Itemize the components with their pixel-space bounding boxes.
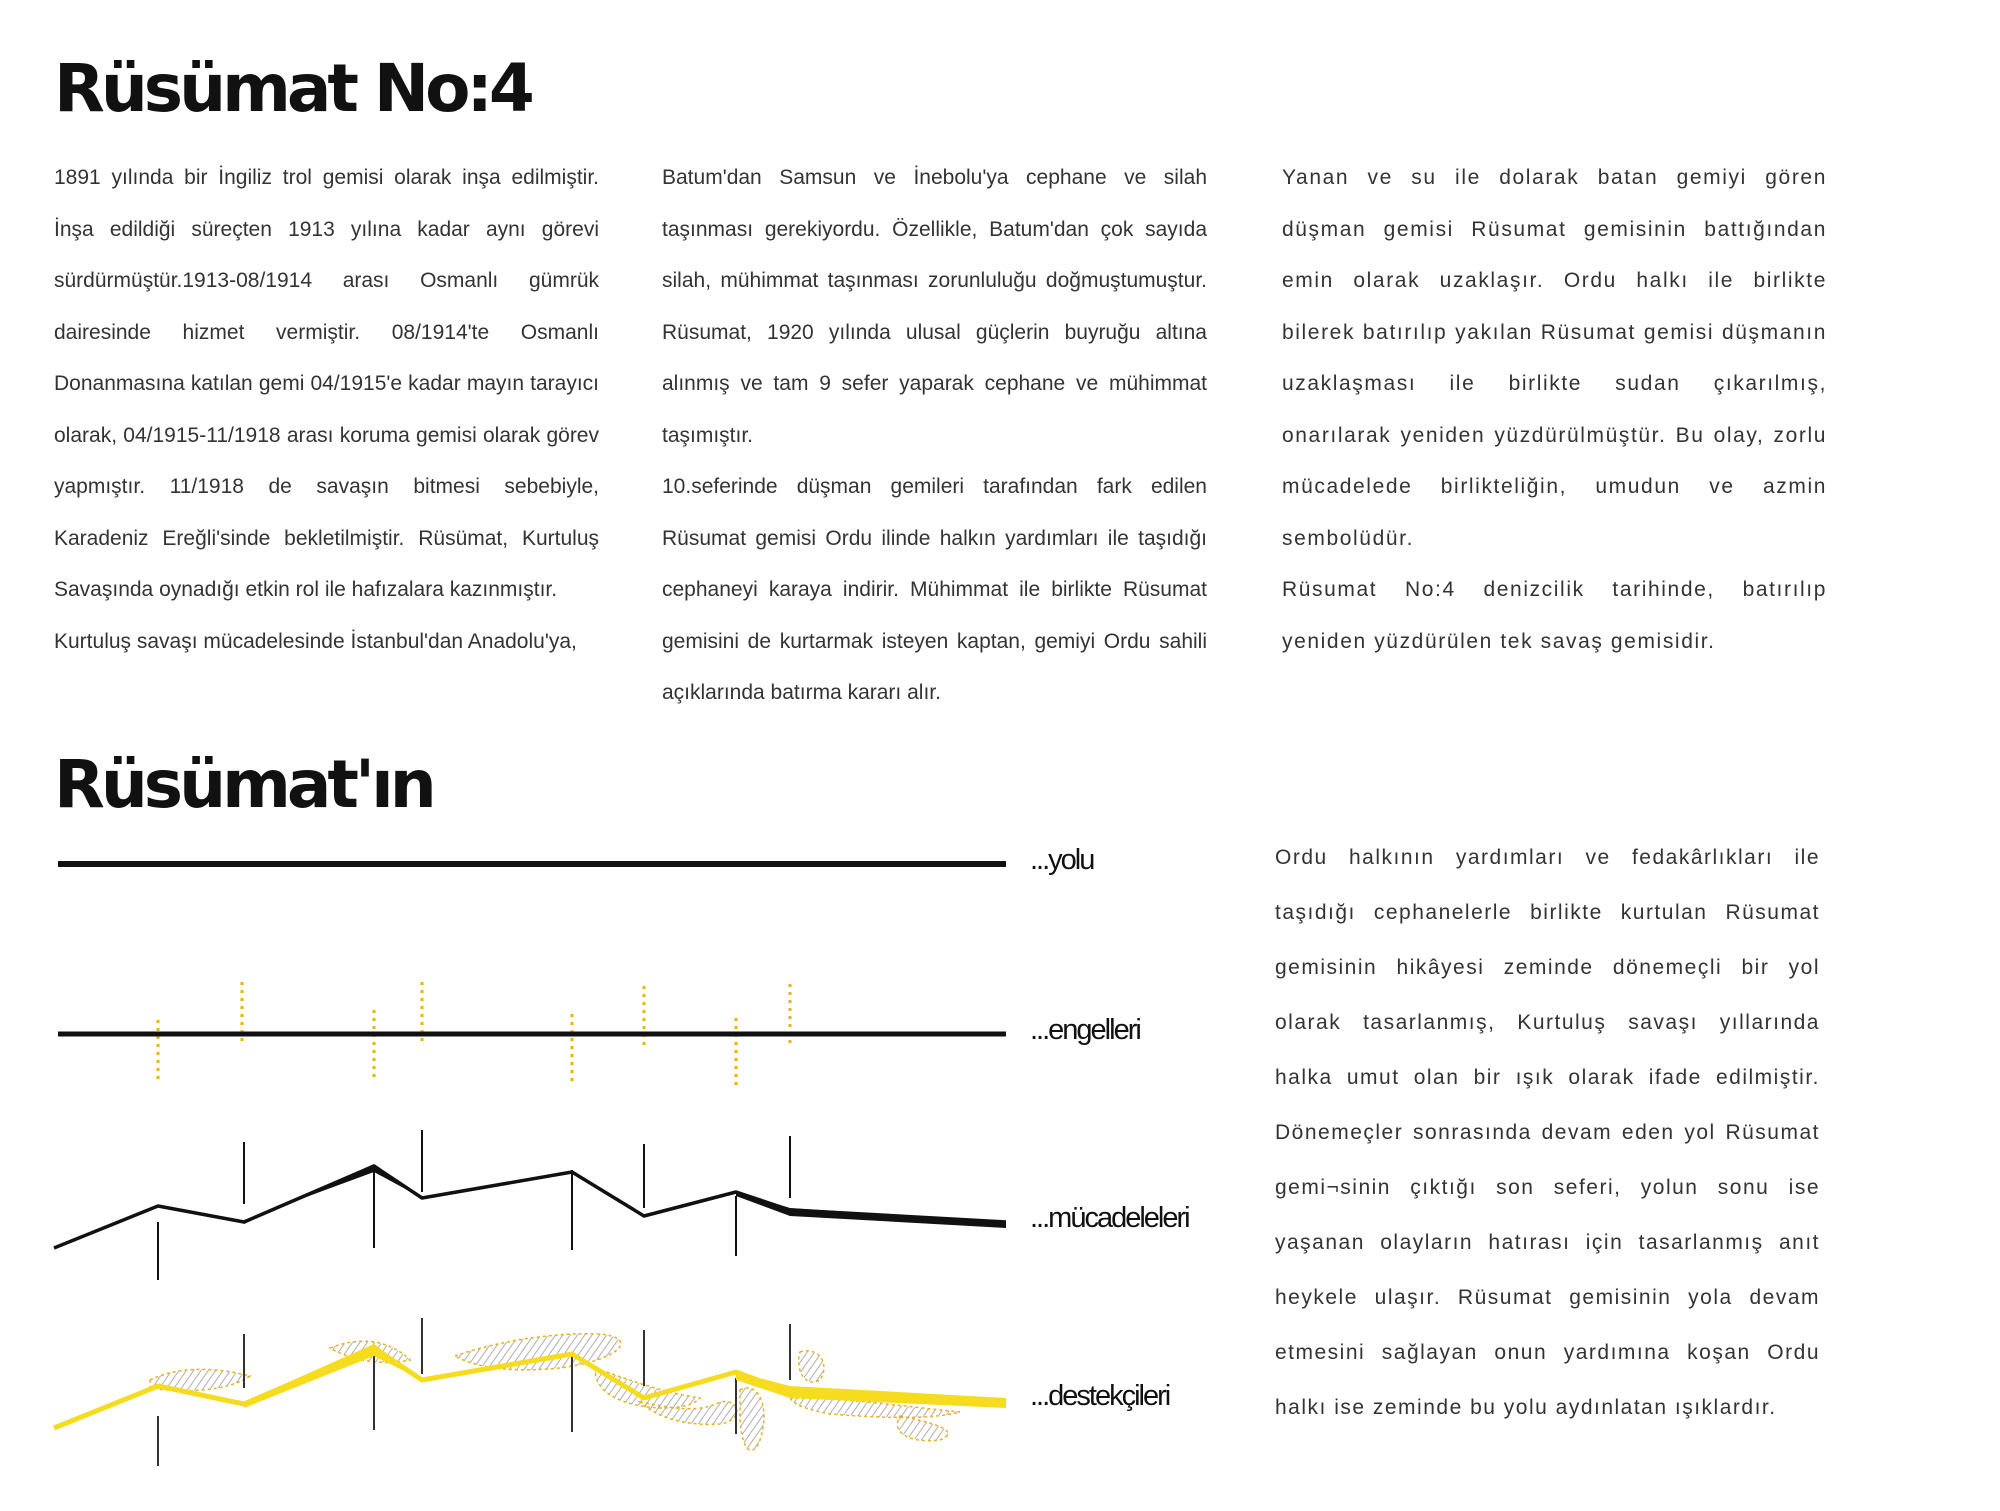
- paragraph: 1891 yılında bir İngiliz trol gemisi olarak inşa edilmiştir. İnşa edildiği süreçten 1913 yılına kadar aynı görevi sürdürmüştür.1913-08/1914 arası Osmanlı gümrük dairesinde hizmet vermiştir. 08/1914'te Osmanlı Donanmasına katılan gemi 04/1915'e kadar mayın tarayıcı olarak, 04/1915-11/1918 arası koruma gemisi olarak görev yapmıştır. 11/1918 de savaşın bitmesi sebebiyle, Karadeniz Ereğli'sinde bekletilmiştir. Rüsümat, Kurtuluş Savaşında oynadığı etkin rol ile hafızalara kazınmıştır.: [54, 166, 599, 601]
- paragraph: Yanan ve su ile dolarak batan gemiyi gören düşman gemisi Rüsumat gemisinin battığından emin olarak uzaklaşır. Ordu halkı ile birlikte bilerek batırılıp yakılan Rüsumat gemisi düşmanın uzaklaşması ile birlikte sudan çıkarılmış, onarılarak yeniden yüzdürülmüştür. Bu olay, zorlu mücadelede birlikteliğin, umudun ve azmin sembolüdür.: [1282, 166, 1827, 550]
- struggle-thick-segments: [244, 1164, 422, 1224]
- text-column-1: [54, 152, 599, 667]
- label-mucadeleleri: ...mücadeleleri: [1030, 1202, 1189, 1234]
- text-column-3: [1282, 152, 1827, 667]
- description-text: Ordu halkının yardımları ve fedakârlıkları ile taşıdığı cephanelerle birlikte kurtulan Rüsumat gemisinin hikâyesi zeminde dönemeçli bir yol olarak tasarlanmış, Kurtuluş savaşı yıllarında halka umut olan bir ışık olarak ifade edilmiştir. Dönemeçler sonrasında devam eden yol Rüsumat gemi¬sinin çıktığı son seferi, yolun sonu ise yaşanan olayların hatırası için tasarlanmış anıt heykele ulaşır. Rüsumat gemisinin yola devam etmesini sağlayan onun yardımına koşan Ordu halkı ise zeminde bu yolu aydınlatan ışıklardır.: [1275, 846, 1820, 1419]
- paragraph: 10.seferinde düşman gemileri tarafından fark edilen Rüsumat gemisi Ordu ilinde halkın yardımları ile taşıdığı cephaneyi karaya indirir. Mühimmat ile birlikte Rüsumat gemisini de kurtarmak isteyen kaptan, gemiyi Ordu sahili açıklarında batırma kararı alır.: [662, 475, 1207, 704]
- label-engelleri: ...engelleri: [1030, 1014, 1140, 1046]
- section-title: Rüsümat'ın: [54, 746, 433, 823]
- text-column-2: [662, 152, 1207, 719]
- support-ticks: [158, 1318, 790, 1466]
- struggle-ticks: [158, 1130, 790, 1280]
- label-destekcileri: ...destekçileri: [1030, 1380, 1170, 1412]
- paragraph: Rüsumat No:4 denizcilik tarihinde, batırılıp yeniden yüzdürülen tek savaş gemisidir.: [1282, 578, 1827, 653]
- paragraph: Batum'dan Samsun ve İnebolu'ya cephane ve silah taşınması gerekiyordu. Özellikle, Batum'dan çok sayıda silah, mühimmat taşınması zorunluluğu doğmuştumuştur. Rüsumat, 1920 yılında ulusal güçlerin buyruğu altına alınmış ve tam 9 sefer yaparak cephane ve mühimmat taşımıştır.: [662, 166, 1207, 447]
- label-yolu: ...yolu: [1030, 844, 1094, 876]
- struggle-path: [54, 1166, 1006, 1248]
- page-title: Rüsümat No:4: [54, 50, 531, 127]
- paragraph: Kurtuluş savaşı mücadelesinde İstanbul'dan Anadolu'ya,: [54, 629, 577, 653]
